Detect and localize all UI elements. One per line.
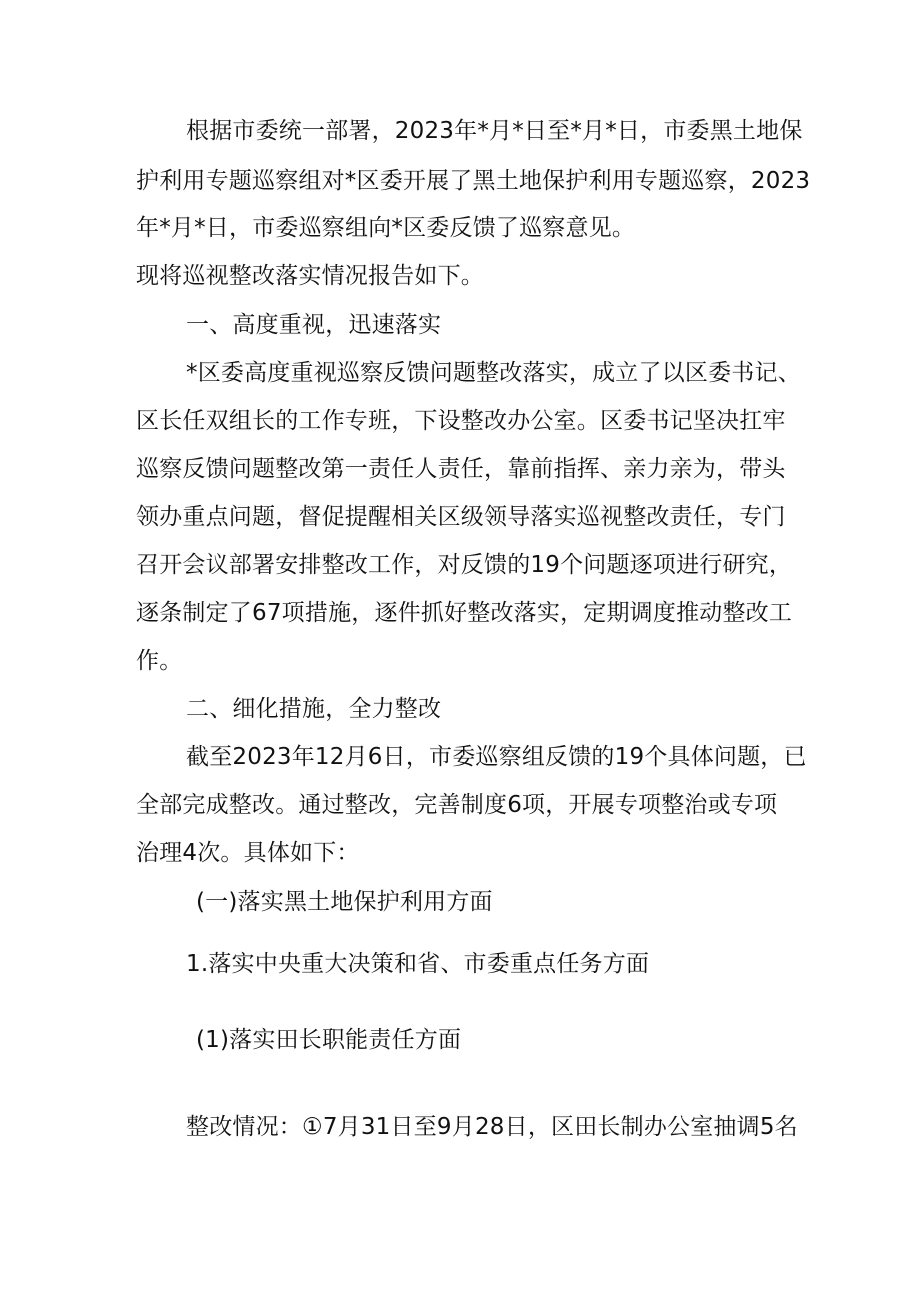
subsection-heading: (1)落实田长职能责任方面 <box>196 1027 462 1053</box>
paragraph-line: 整改情况：①7月31日至9月28日，区田长制办公室抽调5名 <box>186 1114 798 1140</box>
section-heading: 一、高度重视，迅速落实 <box>186 312 442 338</box>
section-heading: 二、细化措施，全力整改 <box>186 696 442 722</box>
paragraph-line: 年*月*日，市委巡察组向*区委反馈了巡察意见。 <box>136 215 636 241</box>
paragraph-line: 治理4次。具体如下： <box>136 840 360 866</box>
paragraph-line: 作。 <box>136 648 183 674</box>
paragraph-line: 领办重点问题，督促提醒相关区级领导落实巡视整改责任，专门 <box>136 504 786 530</box>
paragraph-line: 区长任双组长的工作专班，下设整改办公室。区委书记坚决扛牢 <box>136 408 786 434</box>
paragraph-line: 召开会议部署安排整改工作，对反馈的19个问题逐项进行研究， <box>136 552 793 578</box>
paragraph-line: 全部完成整改。通过整改，完善制度6项，开展专项整治或专项 <box>136 792 778 818</box>
paragraph-line: 根据市委统一部署，2023年*月*日至*月*日，市委黑土地保 <box>186 118 803 144</box>
subsection-heading: 1.落实中央重大决策和省、市委重点任务方面 <box>186 951 650 977</box>
paragraph-line: 巡察反馈问题整改第一责任人责任，靠前指挥、亲力亲为，带头 <box>136 456 786 482</box>
paragraph-line: 护利用专题巡察组对*区委开展了黑土地保护利用专题巡察，2023 <box>136 168 811 194</box>
paragraph-line: *区委高度重视巡察反馈问题整改落实，成立了以区委书记、 <box>186 360 801 386</box>
paragraph-line: 现将巡视整改落实情况报告如下。 <box>136 263 484 289</box>
paragraph-line: 逐条制定了67项措施，逐件抓好整改落实，定期调度推动整改工 <box>136 600 793 626</box>
subsection-heading: (一)落实黑土地保护利用方面 <box>196 889 493 915</box>
paragraph-line: 截至2023年12月6日，市委巡察组反馈的19个具体问题，已 <box>186 744 807 770</box>
